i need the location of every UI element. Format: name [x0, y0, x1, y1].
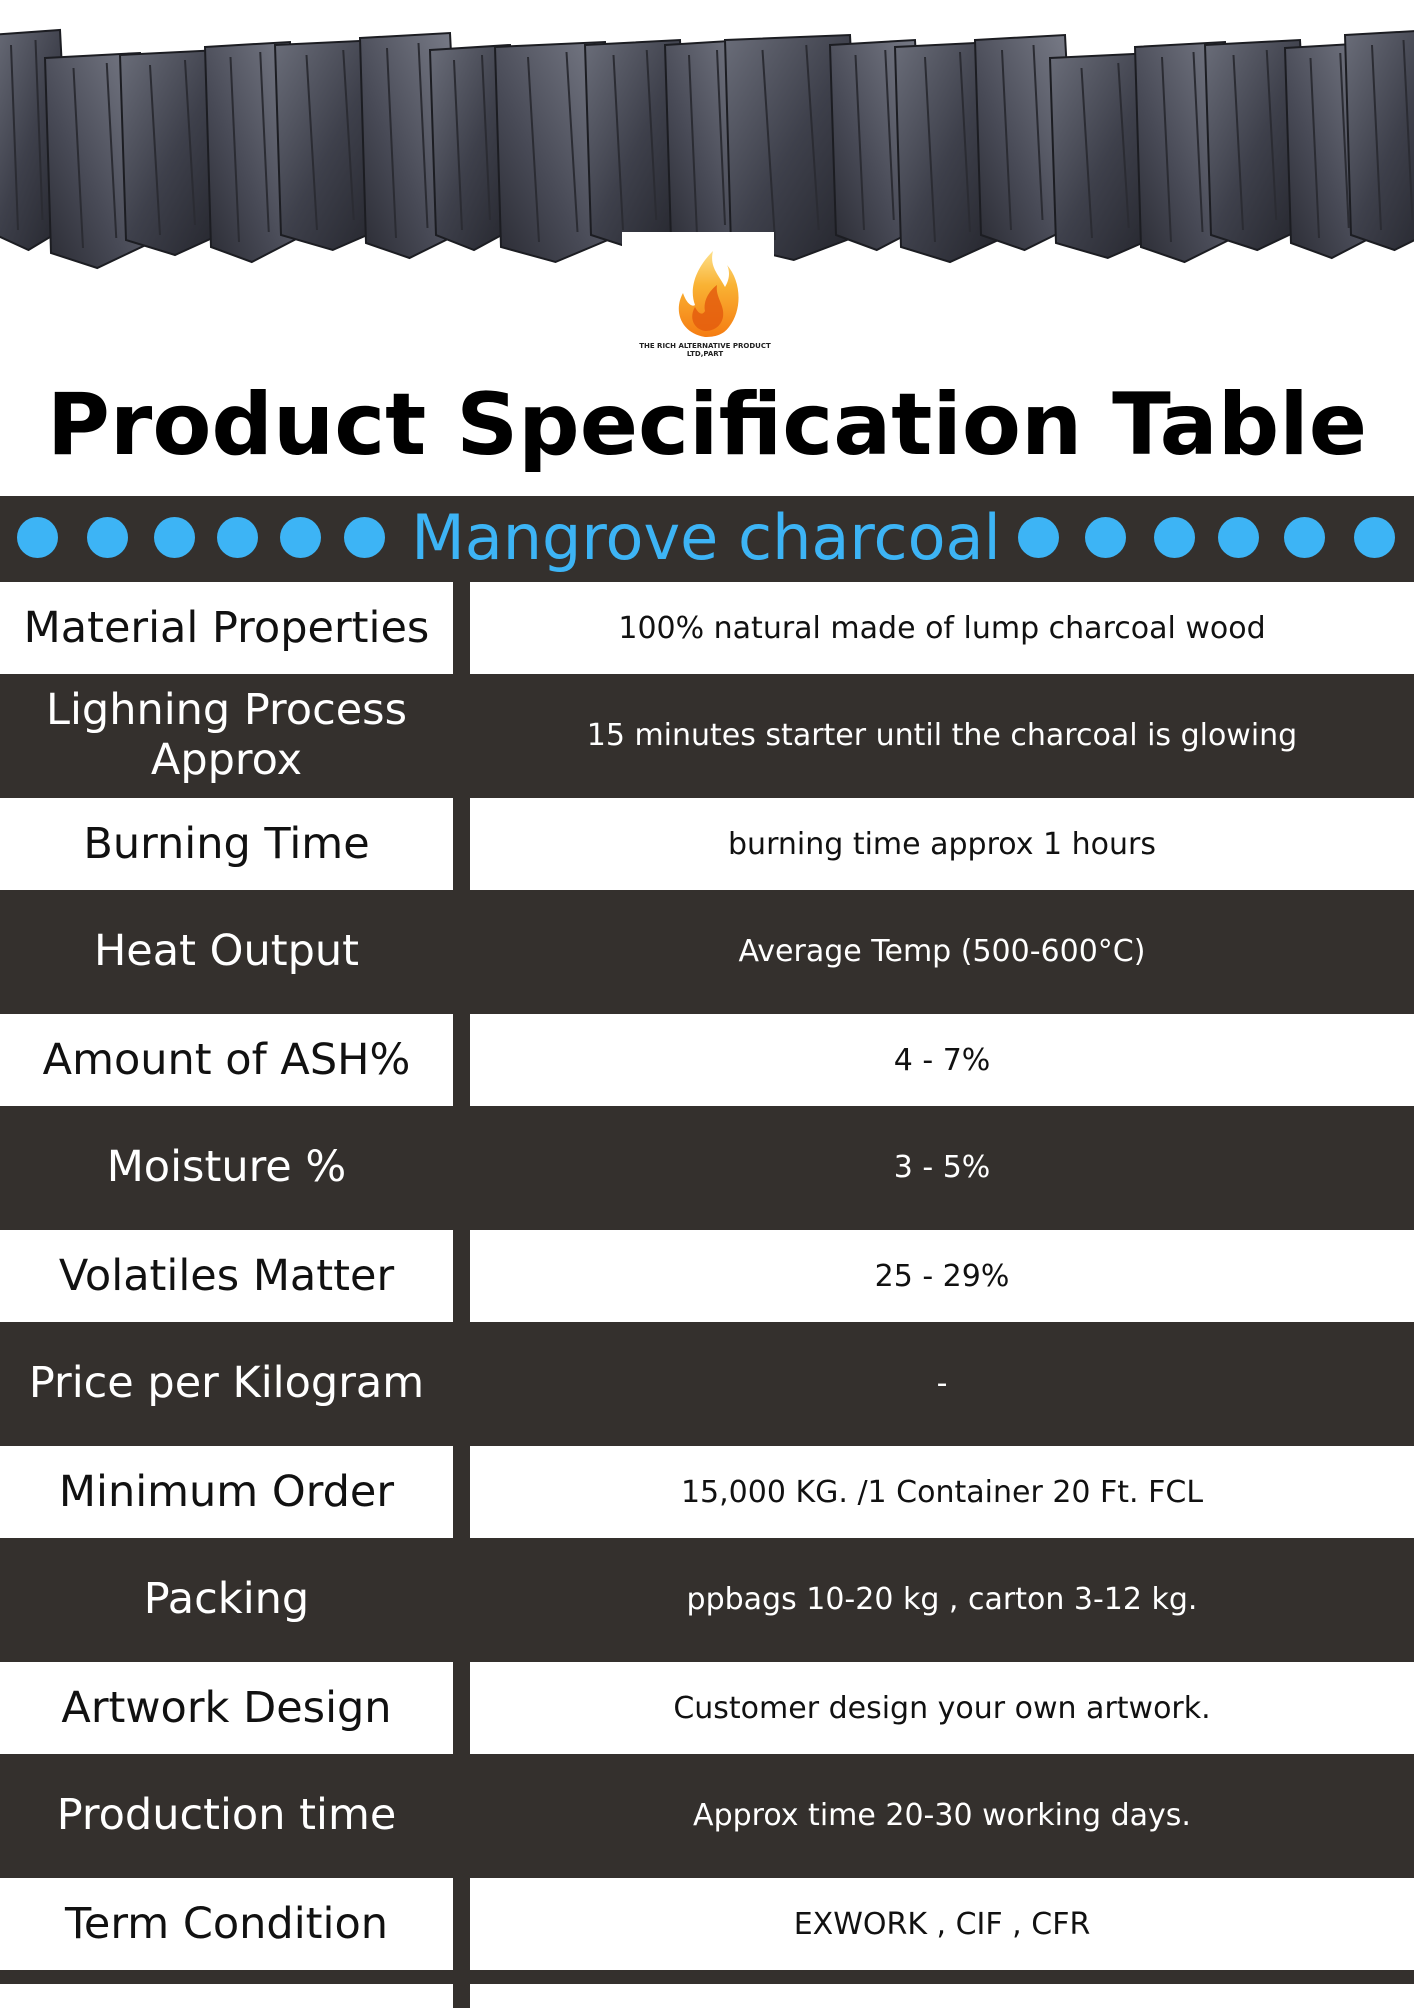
company-logo — [630, 245, 780, 370]
spec-label: Lighning Process Approx — [46, 685, 407, 785]
dot-icon — [17, 517, 58, 558]
spec-value: Approx time 20-30 working days. — [693, 1797, 1191, 1833]
spec-label: Production time — [56, 1790, 397, 1840]
table-row — [0, 1444, 1414, 1538]
cell-fragment — [0, 1984, 453, 2008]
spec-label: Material Properties — [0, 582, 453, 674]
spec-value: Average Temp (500-600°C) — [738, 933, 1146, 969]
spec-label: Amount of ASH% — [0, 1014, 453, 1106]
page-title: Product Specification Table — [46, 375, 1368, 475]
table-bottom-strip — [0, 1970, 1414, 2008]
dot-icon — [1284, 517, 1325, 558]
spec-label: Term Condition — [0, 1878, 453, 1970]
table-row — [0, 890, 1414, 1012]
table-row — [0, 1538, 1414, 1660]
table-row — [0, 1876, 1414, 1970]
dot-icon — [1085, 517, 1126, 558]
spec-value: EXWORK , CIF , CFR — [470, 1878, 1414, 1970]
spec-table — [0, 580, 1414, 2008]
dot-icon — [87, 517, 128, 558]
spec-value: ppbags 10-20 kg , carton 3-12 kg. — [686, 1581, 1198, 1617]
dot-icon — [154, 517, 195, 558]
subtitle-bar — [0, 496, 1414, 580]
spec-label: Artwork Design — [0, 1662, 453, 1754]
spec-value: - — [936, 1365, 948, 1401]
spec-value: 3 - 5% — [893, 1149, 991, 1185]
spec-value: burning time approx 1 hours — [470, 798, 1414, 890]
spec-label: Packing — [143, 1574, 310, 1624]
spec-value: 25 - 29% — [470, 1230, 1414, 1322]
spec-label: Heat Output — [93, 926, 360, 976]
spec-label: Burning Time — [0, 798, 453, 890]
dot-icon — [344, 517, 385, 558]
table-row — [0, 1012, 1414, 1106]
table-row — [0, 1754, 1414, 1876]
spec-label: Price per Kilogram — [28, 1358, 425, 1408]
logo-text: THE RICH ALTERNATIVE PRODUCT LTD,PART — [639, 342, 771, 358]
dot-icon — [1354, 517, 1395, 558]
spec-value: 15,000 KG. /1 Container 20 Ft. FCL — [470, 1446, 1414, 1538]
table-row — [0, 1106, 1414, 1228]
table-row — [0, 1660, 1414, 1754]
table-row — [0, 674, 1414, 796]
dot-icon — [1218, 517, 1259, 558]
spec-label: Minimum Order — [0, 1446, 453, 1538]
charcoal-banner-image — [0, 0, 1414, 270]
dot-icon — [1154, 517, 1195, 558]
spec-label: Moisture % — [106, 1142, 347, 1192]
product-name: Mangrove charcoal — [411, 501, 1001, 574]
spec-label: Volatiles Matter — [0, 1230, 453, 1322]
dot-icon — [1018, 517, 1059, 558]
dot-icon — [217, 517, 258, 558]
spec-value: 100% natural made of lump charcoal wood — [470, 582, 1414, 674]
table-row — [0, 796, 1414, 890]
spec-value: 4 - 7% — [470, 1014, 1414, 1106]
cell-fragment — [470, 1984, 1414, 2008]
dot-icon — [280, 517, 321, 558]
flame-logo-icon — [665, 245, 745, 340]
table-row — [0, 580, 1414, 674]
spec-value: Customer design your own artwork. — [470, 1662, 1414, 1754]
table-row — [0, 1228, 1414, 1322]
table-row — [0, 1322, 1414, 1444]
spec-value: 15 minutes starter until the charcoal is glowing — [586, 717, 1298, 753]
